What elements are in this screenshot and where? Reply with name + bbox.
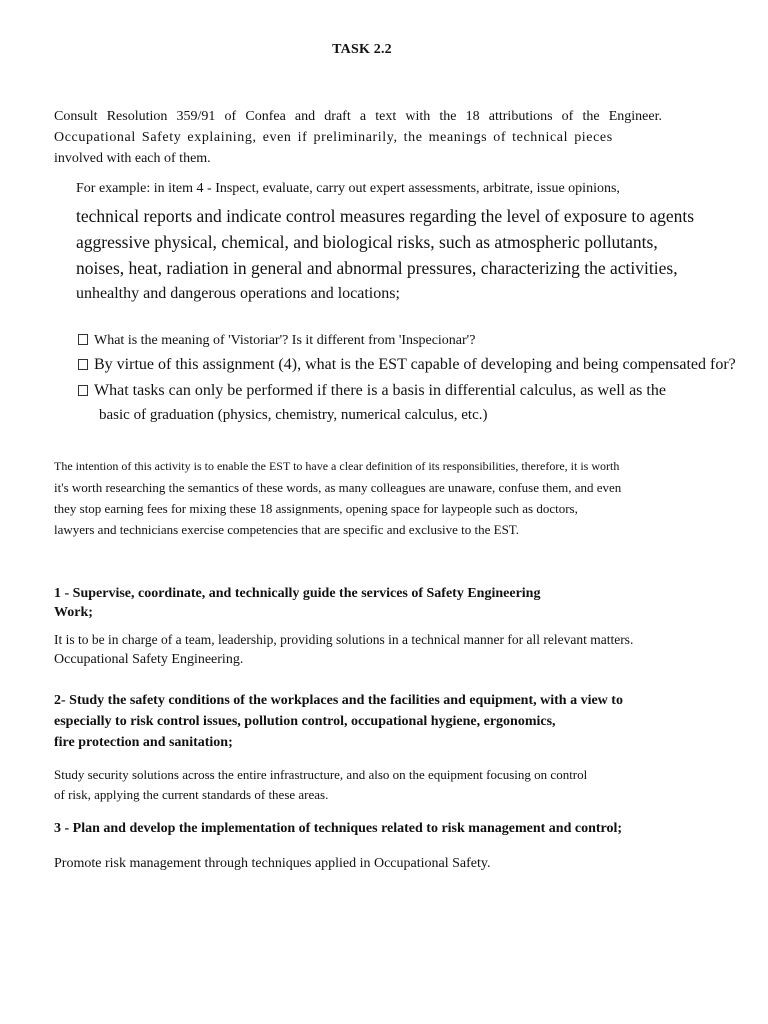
item-heading-line: 2- Study the safety conditions of the workplaces and the facilities and equipment, with a view to bbox=[54, 693, 623, 708]
question-list bbox=[78, 330, 768, 426]
item-3-heading bbox=[54, 819, 754, 839]
item-body-line: of risk, applying the current standards of these areas. bbox=[54, 787, 329, 802]
intro-line: Occupational Safety explaining, even if preliminarily, the meanings of technical pieces bbox=[54, 130, 613, 145]
example-line: aggressive physical, chemical, and biological risks, such as atmospheric pollutants, bbox=[76, 232, 658, 252]
checkbox-icon bbox=[78, 359, 88, 370]
item-heading-line: 3 - Plan and develop the implementation of techniques related to risk management and control; bbox=[54, 821, 623, 836]
example-line: unhealthy and dangerous operations and locations; bbox=[76, 285, 400, 302]
item-1-body bbox=[54, 630, 754, 670]
question-item bbox=[78, 378, 768, 404]
intention-paragraph bbox=[54, 456, 744, 540]
example-line: technical reports and indicate control measures regarding the level of exposure to agents bbox=[76, 206, 695, 226]
example-first-line: For example: in item 4 - Inspect, evaluate, carry out expert assessments, arbitrate, issue opinions, bbox=[76, 181, 620, 196]
question-text: What tasks can only be performed if there is a basis in differential calculus, as well as the bbox=[94, 382, 666, 399]
item-body-line: Promote risk management through techniques applied in Occupational Safety. bbox=[54, 856, 491, 871]
item-body-line: It is to be in charge of a team, leadership, providing solutions in a technical manner for all relevant matters. bbox=[54, 632, 634, 647]
intention-line: lawyers and technicians exercise competencies that are specific and exclusive to the EST. bbox=[54, 522, 520, 537]
checkbox-icon bbox=[78, 334, 88, 345]
example-paragraph bbox=[76, 203, 766, 307]
question-item bbox=[78, 330, 768, 352]
intention-line: they stop earning fees for mixing these 18 assignments, opening space for laypeople such as doctors, bbox=[54, 501, 578, 516]
item-2-body bbox=[54, 765, 754, 805]
intro-line: involved with each of them. bbox=[54, 151, 211, 166]
intro-line: Consult Resolution 359/91 of Confea and draft a text with the 18 attributions of the Engineer. bbox=[54, 109, 662, 124]
intention-line: The intention of this activity is to enable the EST to have a clear definition of its responsibilities, therefore, it is worth bbox=[54, 459, 620, 473]
question-item bbox=[78, 352, 768, 378]
item-body-line: Occupational Safety Engineering. bbox=[54, 652, 244, 667]
item-heading-line: fire protection and sanitation; bbox=[54, 735, 233, 750]
intention-line: it's worth researching the semantics of these words, as many colleagues are unaware, confuse them, and even bbox=[54, 480, 622, 495]
checkbox-icon bbox=[78, 385, 88, 396]
question-text: By virtue of this assignment (4), what is the EST capable of developing and being compensated for? bbox=[94, 356, 736, 373]
question-continuation: basic of graduation (physics, chemistry, numerical calculus, etc.) bbox=[99, 407, 488, 423]
intro-paragraph bbox=[54, 106, 662, 169]
item-body-line: Study security solutions across the entire infrastructure, and also on the equipment focusing on control bbox=[54, 767, 588, 782]
example-line: noises, heat, radiation in general and abnormal pressures, characterizing the activities, bbox=[76, 258, 678, 278]
item-1-heading bbox=[54, 584, 744, 622]
question-text: What is the meaning of 'Vistoriar'? Is it different from 'Inspecionar'? bbox=[94, 333, 476, 348]
item-2-heading bbox=[54, 690, 754, 753]
item-heading-line: especially to risk control issues, pollution control, occupational hygiene, ergonomics, bbox=[54, 714, 556, 729]
item-heading-line: 1 - Supervise, coordinate, and technically guide the services of Safety Engineering bbox=[54, 586, 541, 601]
item-3-body bbox=[54, 854, 754, 874]
item-heading-line: Work; bbox=[54, 605, 93, 620]
page-title: TASK 2.2 bbox=[332, 42, 392, 57]
